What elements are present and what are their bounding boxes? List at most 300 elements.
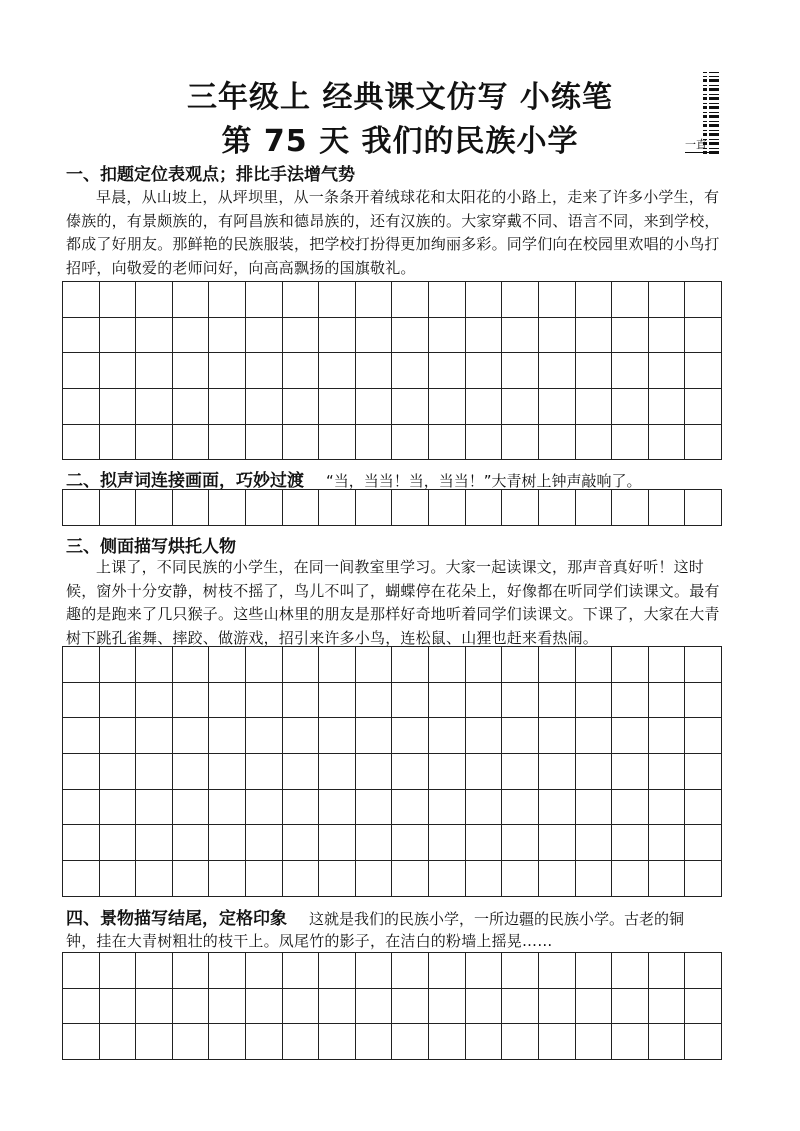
grid-cell[interactable] [466, 683, 503, 719]
grid-cell[interactable] [319, 825, 356, 861]
grid-cell[interactable] [392, 389, 429, 425]
grid-cell[interactable] [63, 953, 100, 989]
grid-cell[interactable] [466, 861, 503, 897]
grid-cell[interactable] [429, 318, 466, 354]
grid-cell[interactable] [429, 490, 466, 526]
grid-cell[interactable] [356, 389, 393, 425]
grid-cell[interactable] [539, 282, 576, 318]
grid-cell[interactable] [502, 282, 539, 318]
grid-cell[interactable] [649, 754, 686, 790]
grid-cell[interactable] [209, 490, 246, 526]
grid-cell[interactable] [612, 647, 649, 683]
grid-cell[interactable] [63, 825, 100, 861]
grid-cell[interactable] [685, 490, 722, 526]
grid-cell[interactable] [539, 825, 576, 861]
lesson-title: 第 75 天 我们的民族小学 [221, 124, 579, 159]
grid-cell[interactable] [100, 425, 137, 461]
grid-cell[interactable] [429, 425, 466, 461]
grid-cell[interactable] [246, 318, 283, 354]
grid-cell[interactable] [319, 425, 356, 461]
writing-grid-1[interactable] [62, 281, 722, 460]
grid-cell[interactable] [685, 718, 722, 754]
grid-cell[interactable] [429, 282, 466, 318]
grid-cell[interactable] [136, 989, 173, 1025]
grid-cell[interactable] [612, 989, 649, 1025]
grid-cell[interactable] [100, 790, 137, 826]
grid-cell[interactable] [539, 1024, 576, 1060]
grid-cell[interactable] [392, 683, 429, 719]
grid-cell[interactable] [539, 861, 576, 897]
grid-cell[interactable] [283, 318, 320, 354]
grid-cell[interactable] [576, 861, 613, 897]
grid-cell[interactable] [685, 683, 722, 719]
writing-grid-2[interactable] [62, 489, 722, 526]
grid-cell[interactable] [612, 825, 649, 861]
grid-cell[interactable] [283, 790, 320, 826]
grid-cell[interactable] [283, 1024, 320, 1060]
grid-cell[interactable] [209, 353, 246, 389]
grid-cell[interactable] [356, 425, 393, 461]
grid-cell[interactable] [319, 318, 356, 354]
grid-cell[interactable] [173, 825, 210, 861]
section-1-paragraph: 早晨，从山坡上，从坪坝里，从一条条开着绒球花和太阳花的小路上，走来了许多小学生，有傣族的，有景颇族的，有阿昌族和德昂族的，还有汉族的。大家穿戴不同、语言不同，来到学校，都成了好朋友。那鲜艳的民族服装，把学校打扮得更加绚丽多彩。同学们向在校园里欢唱的小鸟打招呼，向敬爱的老师问好，向高高飘扬的国旗敬礼。 [66, 188, 720, 277]
grid-cell[interactable] [319, 282, 356, 318]
grid-cell[interactable] [539, 425, 576, 461]
grid-cell[interactable] [466, 718, 503, 754]
grid-cell[interactable] [356, 790, 393, 826]
grid-cell[interactable] [319, 754, 356, 790]
grid-cell[interactable] [246, 490, 283, 526]
grid-cell[interactable] [539, 318, 576, 354]
grid-cell[interactable] [173, 754, 210, 790]
grid-cell[interactable] [429, 825, 466, 861]
grid-cell[interactable] [612, 683, 649, 719]
grid-cell[interactable] [539, 754, 576, 790]
grid-cell[interactable] [612, 790, 649, 826]
grid-cell[interactable] [612, 1024, 649, 1060]
grid-cell[interactable] [136, 490, 173, 526]
section-3-paragraph: 上课了，不同民族的小学生，在同一间教室里学习。大家一起读课文，那声音真好听！这时候，窗外十分安静，树枝不摇了，鸟儿不叫了，蝴蝶停在花朵上，好像都在听同学们读课文。最有趣的是跑来了几只猴子。这些山林里的朋友是那样好奇地听着同学们读课文。下课了，大家在大青树下跳孔雀舞、摔跤、做游戏，招引来许多小鸟，连松鼠、山狸也赶来看热闹。 [66, 558, 720, 647]
grid-cell[interactable] [246, 683, 283, 719]
grid-cell[interactable] [502, 861, 539, 897]
grid-cell[interactable] [63, 790, 100, 826]
grid-cell[interactable] [319, 790, 356, 826]
grid-cell[interactable] [466, 353, 503, 389]
grid-cell[interactable] [429, 1024, 466, 1060]
grid-cell[interactable] [576, 490, 613, 526]
grid-cell[interactable] [246, 389, 283, 425]
grid-cell[interactable] [466, 825, 503, 861]
grid-cell[interactable] [429, 389, 466, 425]
grid-cell[interactable] [283, 683, 320, 719]
grid-cell[interactable] [502, 389, 539, 425]
grid-cell[interactable] [173, 425, 210, 461]
grid-cell[interactable] [209, 647, 246, 683]
grid-cell[interactable] [612, 425, 649, 461]
grid-cell[interactable] [246, 861, 283, 897]
grid-cell[interactable] [63, 282, 100, 318]
qr-label: 一直 [685, 136, 711, 153]
grid-cell[interactable] [685, 318, 722, 354]
grid-cell[interactable] [136, 1024, 173, 1060]
grid-cell[interactable] [466, 425, 503, 461]
grid-cell[interactable] [649, 683, 686, 719]
grid-cell[interactable] [173, 353, 210, 389]
grid-cell[interactable] [502, 718, 539, 754]
grid-cell[interactable] [466, 389, 503, 425]
grid-cell[interactable] [173, 790, 210, 826]
grid-cell[interactable] [649, 825, 686, 861]
grid-cell[interactable] [539, 353, 576, 389]
grid-cell[interactable] [100, 718, 137, 754]
grid-cell[interactable] [209, 861, 246, 897]
grid-cell[interactable] [502, 989, 539, 1025]
grid-cell[interactable] [209, 718, 246, 754]
grid-cell[interactable] [576, 1024, 613, 1060]
grid-cell[interactable] [246, 825, 283, 861]
grid-cell[interactable] [209, 318, 246, 354]
grid-cell[interactable] [539, 490, 576, 526]
grid-cell[interactable] [136, 353, 173, 389]
grid-cell[interactable] [100, 318, 137, 354]
grid-cell[interactable] [576, 647, 613, 683]
grid-cell[interactable] [100, 754, 137, 790]
grid-cell[interactable] [319, 683, 356, 719]
grid-cell[interactable] [173, 1024, 210, 1060]
grid-cell[interactable] [466, 989, 503, 1025]
grid-cell[interactable] [356, 683, 393, 719]
grid-cell[interactable] [173, 953, 210, 989]
grid-cell[interactable] [502, 953, 539, 989]
grid-cell[interactable] [100, 647, 137, 683]
grid-cell[interactable] [356, 861, 393, 897]
grid-cell[interactable] [319, 389, 356, 425]
grid-cell[interactable] [502, 790, 539, 826]
grid-cell[interactable] [63, 861, 100, 897]
grid-cell[interactable] [502, 647, 539, 683]
grid-cell[interactable] [63, 425, 100, 461]
grid-cell[interactable] [685, 861, 722, 897]
section-3-heading: 三、侧面描写烘托人物 [66, 537, 236, 557]
grid-cell[interactable] [356, 825, 393, 861]
grid-cell[interactable] [246, 647, 283, 683]
writing-grid-4[interactable] [62, 952, 722, 1060]
grid-cell[interactable] [209, 683, 246, 719]
grid-cell[interactable] [246, 282, 283, 318]
grid-cell[interactable] [63, 1024, 100, 1060]
grid-cell[interactable] [319, 953, 356, 989]
grid-cell[interactable] [246, 1024, 283, 1060]
grid-cell[interactable] [63, 718, 100, 754]
grid-cell[interactable] [100, 282, 137, 318]
grid-cell[interactable] [685, 754, 722, 790]
grid-cell[interactable] [136, 389, 173, 425]
grid-cell[interactable] [685, 425, 722, 461]
grid-cell[interactable] [576, 989, 613, 1025]
grid-cell[interactable] [319, 647, 356, 683]
grid-cell[interactable] [356, 490, 393, 526]
grid-cell[interactable] [502, 683, 539, 719]
grid-cell[interactable] [576, 389, 613, 425]
grid-cell[interactable] [502, 825, 539, 861]
grid-cell[interactable] [539, 683, 576, 719]
grid-cell[interactable] [173, 718, 210, 754]
grid-cell[interactable] [392, 647, 429, 683]
grid-cell[interactable] [649, 318, 686, 354]
grid-cell[interactable] [63, 647, 100, 683]
grid-cell[interactable] [649, 790, 686, 826]
grid-cell[interactable] [319, 861, 356, 897]
grid-cell[interactable] [649, 1024, 686, 1060]
grid-cell[interactable] [283, 754, 320, 790]
grid-cell[interactable] [685, 953, 722, 989]
grid-cell[interactable] [136, 718, 173, 754]
grid-cell[interactable] [100, 353, 137, 389]
grid-cell[interactable] [392, 754, 429, 790]
grid-cell[interactable] [466, 1024, 503, 1060]
grid-cell[interactable] [429, 754, 466, 790]
grid-cell[interactable] [63, 754, 100, 790]
grid-cell[interactable] [100, 1024, 137, 1060]
grid-cell[interactable] [136, 953, 173, 989]
grid-cell[interactable] [100, 389, 137, 425]
grid-cell[interactable] [392, 861, 429, 897]
grid-cell[interactable] [466, 790, 503, 826]
grid-cell[interactable] [576, 318, 613, 354]
grid-cell[interactable] [685, 353, 722, 389]
grid-cell[interactable] [246, 989, 283, 1025]
grid-cell[interactable] [209, 790, 246, 826]
grid-cell[interactable] [100, 953, 137, 989]
grid-cell[interactable] [356, 318, 393, 354]
grid-cell[interactable] [283, 490, 320, 526]
grid-cell[interactable] [685, 389, 722, 425]
grid-cell[interactable] [283, 389, 320, 425]
grid-cell[interactable] [100, 490, 137, 526]
grid-cell[interactable] [576, 718, 613, 754]
grid-cell[interactable] [63, 490, 100, 526]
grid-cell[interactable] [136, 790, 173, 826]
grid-cell[interactable] [429, 718, 466, 754]
grid-cell[interactable] [576, 683, 613, 719]
grid-cell[interactable] [173, 318, 210, 354]
grid-cell[interactable] [356, 989, 393, 1025]
grid-cell[interactable] [612, 861, 649, 897]
grid-cell[interactable] [136, 825, 173, 861]
grid-cell[interactable] [392, 1024, 429, 1060]
grid-cell[interactable] [649, 389, 686, 425]
grid-cell[interactable] [392, 353, 429, 389]
grid-cell[interactable] [649, 490, 686, 526]
grid-cell[interactable] [539, 989, 576, 1025]
grid-cell[interactable] [466, 282, 503, 318]
grid-cell[interactable] [392, 953, 429, 989]
grid-cell[interactable] [466, 754, 503, 790]
grid-cell[interactable] [502, 754, 539, 790]
grid-cell[interactable] [539, 647, 576, 683]
grid-cell[interactable] [319, 989, 356, 1025]
grid-cell[interactable] [576, 790, 613, 826]
grid-cell[interactable] [612, 754, 649, 790]
grid-cell[interactable] [685, 790, 722, 826]
grid-cell[interactable] [209, 425, 246, 461]
grid-cell[interactable] [356, 282, 393, 318]
grid-cell[interactable] [100, 683, 137, 719]
grid-cell[interactable] [173, 683, 210, 719]
grid-cell[interactable] [356, 718, 393, 754]
grid-cell[interactable] [63, 389, 100, 425]
grid-cell[interactable] [576, 282, 613, 318]
grid-cell[interactable] [283, 353, 320, 389]
writing-grid-3[interactable] [62, 646, 722, 897]
grid-cell[interactable] [576, 754, 613, 790]
grid-cell[interactable] [63, 683, 100, 719]
worksheet-title: 三年级上 经典课文仿写 小练笔 [187, 80, 613, 115]
grid-cell[interactable] [246, 790, 283, 826]
grid-cell[interactable] [392, 989, 429, 1025]
grid-cell[interactable] [502, 490, 539, 526]
grid-cell[interactable] [173, 989, 210, 1025]
grid-cell[interactable] [283, 425, 320, 461]
grid-cell[interactable] [136, 683, 173, 719]
grid-cell[interactable] [319, 490, 356, 526]
grid-cell[interactable] [209, 825, 246, 861]
grid-cell[interactable] [392, 490, 429, 526]
grid-cell[interactable] [649, 989, 686, 1025]
grid-cell[interactable] [612, 389, 649, 425]
grid-cell[interactable] [429, 953, 466, 989]
grid-cell[interactable] [356, 1024, 393, 1060]
grid-cell[interactable] [576, 953, 613, 989]
grid-cell[interactable] [356, 953, 393, 989]
grid-cell[interactable] [685, 1024, 722, 1060]
grid-cell[interactable] [173, 389, 210, 425]
grid-cell[interactable] [685, 647, 722, 683]
grid-cell[interactable] [466, 318, 503, 354]
grid-cell[interactable] [612, 282, 649, 318]
grid-cell[interactable] [649, 425, 686, 461]
grid-cell[interactable] [612, 318, 649, 354]
grid-cell[interactable] [283, 989, 320, 1025]
grid-cell[interactable] [392, 718, 429, 754]
grid-cell[interactable] [246, 718, 283, 754]
grid-cell[interactable] [429, 989, 466, 1025]
grid-cell[interactable] [576, 425, 613, 461]
grid-cell[interactable] [319, 353, 356, 389]
grid-cell[interactable] [576, 353, 613, 389]
grid-cell[interactable] [100, 989, 137, 1025]
section-4-heading-text: 四、景物描写结尾，定格印象 [66, 909, 287, 929]
grid-cell[interactable] [136, 647, 173, 683]
grid-cell[interactable] [429, 353, 466, 389]
grid-cell[interactable] [283, 953, 320, 989]
grid-cell[interactable] [209, 1024, 246, 1060]
grid-cell[interactable] [612, 718, 649, 754]
grid-cell[interactable] [136, 861, 173, 897]
grid-cell[interactable] [685, 825, 722, 861]
grid-cell[interactable] [283, 718, 320, 754]
grid-cell[interactable] [283, 647, 320, 683]
grid-cell[interactable] [392, 282, 429, 318]
grid-cell[interactable] [209, 989, 246, 1025]
grid-cell[interactable] [173, 647, 210, 683]
grid-cell[interactable] [466, 647, 503, 683]
grid-cell[interactable] [429, 790, 466, 826]
grid-cell[interactable] [576, 825, 613, 861]
grid-cell[interactable] [209, 389, 246, 425]
grid-cell[interactable] [356, 647, 393, 683]
grid-cell[interactable] [392, 790, 429, 826]
grid-cell[interactable] [612, 953, 649, 989]
grid-cell[interactable] [392, 425, 429, 461]
grid-cell[interactable] [392, 318, 429, 354]
grid-cell[interactable] [539, 790, 576, 826]
grid-cell[interactable] [136, 754, 173, 790]
grid-cell[interactable] [649, 953, 686, 989]
grid-cell[interactable] [173, 861, 210, 897]
grid-cell[interactable] [429, 861, 466, 897]
grid-cell[interactable] [173, 282, 210, 318]
section-2-heading [66, 466, 642, 491]
grid-cell[interactable] [649, 647, 686, 683]
grid-cell[interactable] [246, 953, 283, 989]
grid-cell[interactable] [539, 718, 576, 754]
grid-cell[interactable] [356, 754, 393, 790]
grid-cell[interactable] [136, 318, 173, 354]
grid-cell[interactable] [429, 647, 466, 683]
grid-cell[interactable] [100, 825, 137, 861]
grid-cell[interactable] [649, 353, 686, 389]
grid-cell[interactable] [539, 389, 576, 425]
grid-cell[interactable] [173, 490, 210, 526]
grid-cell[interactable] [246, 754, 283, 790]
grid-cell[interactable] [209, 282, 246, 318]
grid-cell[interactable] [502, 353, 539, 389]
grid-cell[interactable] [466, 953, 503, 989]
grid-cell[interactable] [100, 861, 137, 897]
grid-cell[interactable] [392, 825, 429, 861]
grid-cell[interactable] [209, 953, 246, 989]
grid-cell[interactable] [502, 318, 539, 354]
grid-cell[interactable] [283, 861, 320, 897]
grid-cell[interactable] [356, 353, 393, 389]
grid-cell[interactable] [283, 825, 320, 861]
grid-cell[interactable] [685, 282, 722, 318]
grid-cell[interactable] [136, 425, 173, 461]
grid-cell[interactable] [612, 353, 649, 389]
grid-cell[interactable] [612, 490, 649, 526]
grid-cell[interactable] [246, 425, 283, 461]
grid-cell[interactable] [539, 953, 576, 989]
grid-cell[interactable] [466, 490, 503, 526]
grid-cell[interactable] [502, 1024, 539, 1060]
grid-cell[interactable] [246, 353, 283, 389]
grid-cell[interactable] [649, 282, 686, 318]
grid-cell[interactable] [649, 861, 686, 897]
grid-cell[interactable] [63, 318, 100, 354]
grid-cell[interactable] [209, 754, 246, 790]
grid-cell[interactable] [429, 683, 466, 719]
grid-cell[interactable] [136, 282, 173, 318]
grid-cell[interactable] [319, 718, 356, 754]
grid-cell[interactable] [283, 282, 320, 318]
grid-cell[interactable] [502, 425, 539, 461]
grid-cell[interactable] [63, 353, 100, 389]
grid-cell[interactable] [649, 718, 686, 754]
grid-cell[interactable] [685, 989, 722, 1025]
grid-cell[interactable] [63, 989, 100, 1025]
grid-cell[interactable] [319, 1024, 356, 1060]
